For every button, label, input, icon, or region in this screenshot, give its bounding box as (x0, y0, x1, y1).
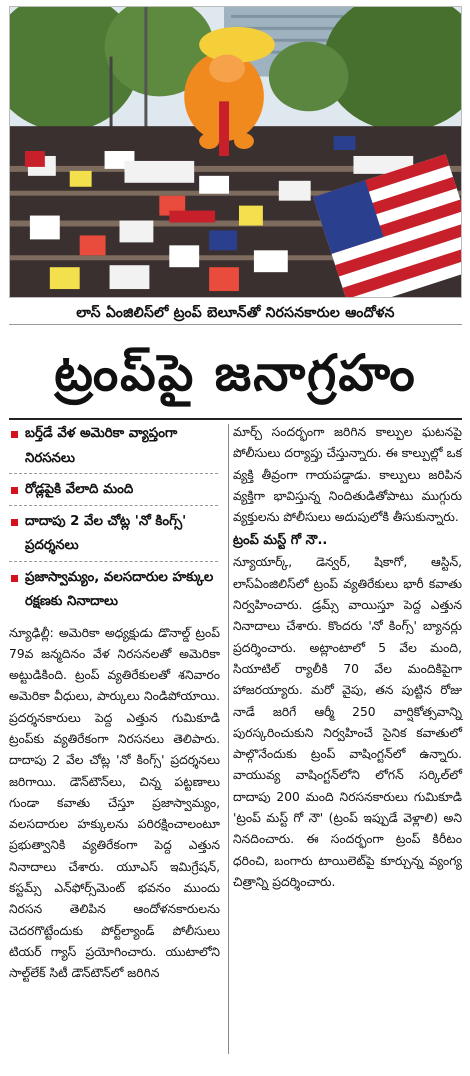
right-column (233, 422, 462, 1067)
bullet-icon (11, 575, 18, 582)
highlight-item (9, 566, 220, 615)
highlight-text: దాదాపు 2 వేల చోట్ల 'నో కింగ్స్' ప్రదర్శనలు (25, 513, 187, 553)
article-body-right-1: మార్చ్ సందర్భంగా జరిగిన కాల్పుల ఘటనపై పోలీసులు దర్యాప్తు చేస్తున్నారు. ఈ కాల్పుల్లో ఒక వ్యక్తి తీవ్రంగా గాయపడ్డాడు. కాల్పులు జరిపిన వ్యక్తిగా భావిస్తున్న నిందితుడితోపాటు ముగ్గురు వ్యక్తులను పోలీసులు అదుపులోకి తీసుకున్నారు. (233, 425, 462, 525)
photo-caption: లాస్ ఏంజిలిస్‌లో ట్రంప్ బెలూన్‌తో నిరసనకారుల ఆందోళన (9, 301, 462, 325)
highlight-text: రోడ్లపైకి వేలాది మంది (25, 482, 134, 497)
article-subhead: ట్రంప్ మస్ట్ గో నౌ.. (233, 533, 328, 549)
highlight-text: బర్త్‌డే వేళ అమెరికా వ్యాప్తంగా నిరసనలు (25, 426, 178, 466)
headline: ట్రంప్‌పై జనాగ్రహం (54, 344, 417, 402)
headline-rule (9, 418, 462, 420)
article-body-left: న్యూఢిల్లీ: అమెరికా అధ్యక్షుడు డొనాల్డ్ ట్రంప్ 79వ జన్మదినం వేళ నిరసనలతో అమెరికా అట్టుడికింది. ట్రంప్ వ్యతిరేకులతో శనివారం అమెరికా వీధులు, పార్కులు నిండిపోయాయి. ప్రదర్శనకారులు పెద్ద ఎత్తున గుమికూడి ట్రంప్‌కు వ్యతిరేకంగా నిరసనలు తెలిపారు. దాదాపు 2 వేల చోట్ల 'నో కింగ్స్' ప్రదర్శనలు జరిగాయి. డౌన్‌టౌన్‌లు, చిన్న పట్టణాలు గుండా కవాతు చేస్తూ ప్రజాస్వామ్యం, వలసదారుల హక్కులను పరిరక్షించాలంటూ ప్రభుత్వానికి వ్యతిరేకంగా పెద్ద ఎత్తున నినాదాలు చేశారు. యూఎస్ ఇమిగ్రేషన్, కస్టమ్స్ ఎన్‌ఫోర్స్‌మెంట్ భవనం ముందు నిరసన తెలిపిన ఆందోళనకారులను చెదరగొట్టేందుకు పోర్ట్‌ల్యాండ్ పోలీసులు టియర్ గ్యాస్ ప్రయోగించారు. యుటాలోని సాల్ట్‌లేక్ సిటీ డౌన్‌టౌన్‌లో జరిగిన (9, 625, 220, 981)
highlight-divider (9, 473, 218, 474)
highlight-item (9, 422, 220, 471)
article-body-right-2: న్యూయార్క్, డెన్వర్, షికాగో, ఆస్టిన్, లాస్ఏంజిలిస్‌లో ట్రంప్ వ్యతిరేకులు భారీ కవాతు నిర్వహించారు. డ్రమ్స్ వాయిస్తూ పెద్ద ఎత్తున నినాదాలు చేశారు. కొందరు 'నో కింగ్స్' బ్యానర్లు ప్రదర్శించారు. అట్లాంటాలో 5 వేల మంది, సియాటిల్ ర్యాలీకి 70 వేల మందికిపైగా హాజరయ్యారు. మరో వైపు, తన పుట్టిన రోజు నాడే జరిగే ఆర్మీ 250 వార్షికోత్సవాన్ని పురస్కరించుకుని నిర్వహించే సైనిక కవాతులో పాల్గొనేందుకు ట్రంప్ వాషింగ్టన్‌లో ఉన్నారు. వాయువ్య వాషింగ్టన్‌లోని లోగన్ సర్కిల్‌లో దాదాపు 200 మంది నిరసనకారులు గుమికూడి 'ట్రంప్ మస్ట్ గో నౌ' (ట్రంప్ ఇప్పుడే వెళ్లాలి) అని నినదించారు. ఈ సందర్భంగా ట్రంప్ కిరీటం ధరించి, బంగారు టాయిలెట్‌పై కూర్చున్న వ్యంగ్య చిత్రాన్ని ప్రదర్శించారు. (233, 555, 462, 889)
highlight-item (9, 478, 220, 503)
news-photo (9, 6, 462, 298)
left-column (9, 422, 224, 1067)
bullet-icon (11, 431, 18, 438)
bullet-icon (11, 519, 18, 526)
highlight-text: ప్రజాస్వామ్యం, వలసదారుల హక్కుల రక్షణకు నినాదాలు (25, 569, 214, 609)
highlight-divider (9, 561, 218, 562)
highlight-item (9, 510, 220, 559)
protest-photo-illustration (10, 7, 461, 297)
highlight-divider (9, 505, 218, 506)
highlights-list (9, 422, 224, 615)
bullet-icon (11, 487, 18, 494)
column-divider (228, 424, 229, 1054)
